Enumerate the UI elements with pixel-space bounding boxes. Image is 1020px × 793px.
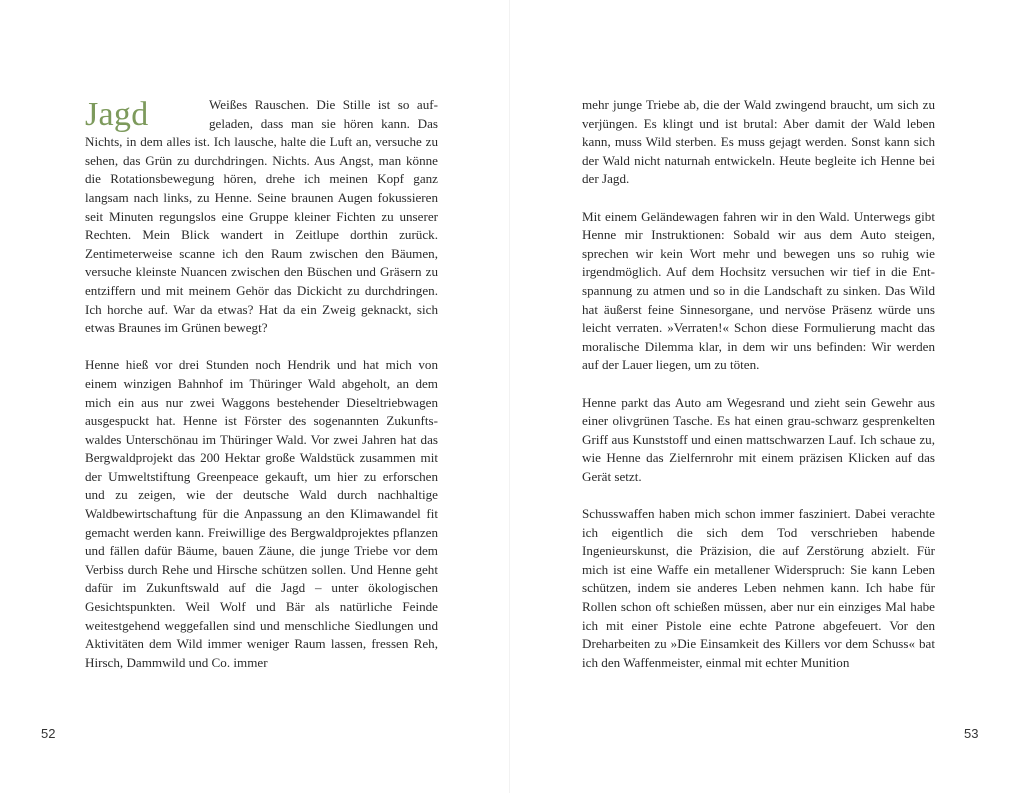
page-number-left: 52 <box>41 726 56 741</box>
right-text-column <box>582 96 935 672</box>
chapter-title: Jagd <box>85 96 149 133</box>
paragraph: Henne hieß vor drei Stunden noch Hendrik und hat mich von einem winzigen Bahnhof im Thüringer Wald abgeholt, an dem mich ein aus nur zwei Waggons bestehender Dieseltriebwagen ausgespuckt hat. Henne ist Förster des sogenannten Zukunftswaldes Unterschönau im Thüringer Wald. Vor zwei Jahren hat das Bergwaldprojekt das 200 Hektar große Waldstück zusammen mit der Umweltstiftung Greenpeace gekauft, um hier zu erforschen und zu zeigen, wie der deutsche Wald durch nachhaltige Waldbewirtschaftung für die Anpassung an den Klimawandel fit gemacht werden kann. Freiwillige des Bergwaldprojektes pflanzen und fällen dafür Bäume, bauen Zäune, die junge Triebe vor dem Verbiss durch Rehe und Hirsche schützen sollen. Und Henne geht dafür im Zukunftswald auf die Jagd – unter ökologischen Gesichtspunkten. Weil Wolf und Bär als natürliche Feinde weitestgehend weggefallen sind und menschliche Siedlungen und Aktivitäten dem Wild immer weniger Raum lassen, fressen Reh, Hirsch, Dammwild und Co. immer <box>85 357 438 670</box>
paragraph: Henne parkt das Auto am Wegesrand und zieht sein Gewehr aus einer olivgrünen Tasche. Es hat einen grau-schwarz gesprenkelten Griff aus Kunststoff und einen mattschwarzen Lauf. Ich schaue zu, wie Henne das Zielfernrohr mit einem präzisen Klicken auf das Gerät setzt. <box>582 394 935 484</box>
paragraph: Weißes Rauschen. Die Stille ist so aufgeladen, dass man sie hören kann. Das Nichts, in dem alles ist. Ich lausche, halte die Luft an, versuche zu sehen, das Grün zu durchdringen. Nichts. Aus Angst, man könne die Rotationsbewegung hören, drehe ich meinen Kopf ganz langsam nach links, zu Henne. Seine braunen Augen fokussieren seit Minuten regungslos eine Gruppe kleiner Fichten zu unserer Rechten. Mein Blick wandert in Zeitlupe dorthin zurück. Zentimeterweise scanne ich den Raum zwischen den Bäumen, versuche kleinste Nuancen zwischen den Büschen und Gräsern zu entziffern und mit meinem Gehör das Dickicht zu durchdringen. Ich horche auf. War da etwas? Hat da ein Zweig geknackt, sich etwas Braunes im Grünen bewegt? <box>85 97 438 336</box>
page-number-right: 53 <box>964 726 979 741</box>
left-text-column <box>85 96 438 672</box>
paragraph: Schusswaffen haben mich schon immer fasziniert. Dabei verachte ich eigentlich die sich dem Tod verschrieben habende Ingenieurskunst, die Präzision, die auf Zerstörung abzielt. Für mich ist eine Waffe ein metallener Widerspruch: Sie kann Leben schützen, indem sie anderes Leben nehmen kann. Ich habe für Rollen schon oft schießen müssen, aber nur ein einziges Mal habe ich mit einer Pistole eine echte Patrone abgefeuert. Vor den Dreharbeiten zu »Die Einsamkeit des Killers vor dem Schuss« bat ich den Waffenmeister, einmal mit echter Munition <box>582 506 935 670</box>
paragraph: Mit einem Geländewagen fahren wir in den Wald. Unterwegs gibt Henne mir Instruktionen: Sobald wir aus dem Auto steigen, sprechen wir kein Wort mehr und bewegen uns so ruhig wie irgendmöglich. Auf dem Hochsitz versuchen wir tief in die Entspannung zu atmen und so in die Landschaft zu sinken. Das Wild hat äußerst feine Sinnesorgane, und nervöse Präsenz würde uns leicht verraten. »Verraten!« Schon diese Formulierung macht das moralische Dilemma klar, in dem wir uns befinden: Wir werden auf der Lauer liegen, um zu töten. <box>582 208 935 373</box>
right-page <box>510 0 1020 793</box>
paragraph: mehr junge Triebe ab, die der Wald zwingend braucht, um sich zu verjüngen. Es klingt und ist brutal: Aber damit der Wald leben kann, muss Wild sterben. Es muss gejagt werden. Sonst kann sich der Wald nicht naturnah entwickeln. Heute begleite ich Henne bei der Jagd. <box>582 97 935 187</box>
